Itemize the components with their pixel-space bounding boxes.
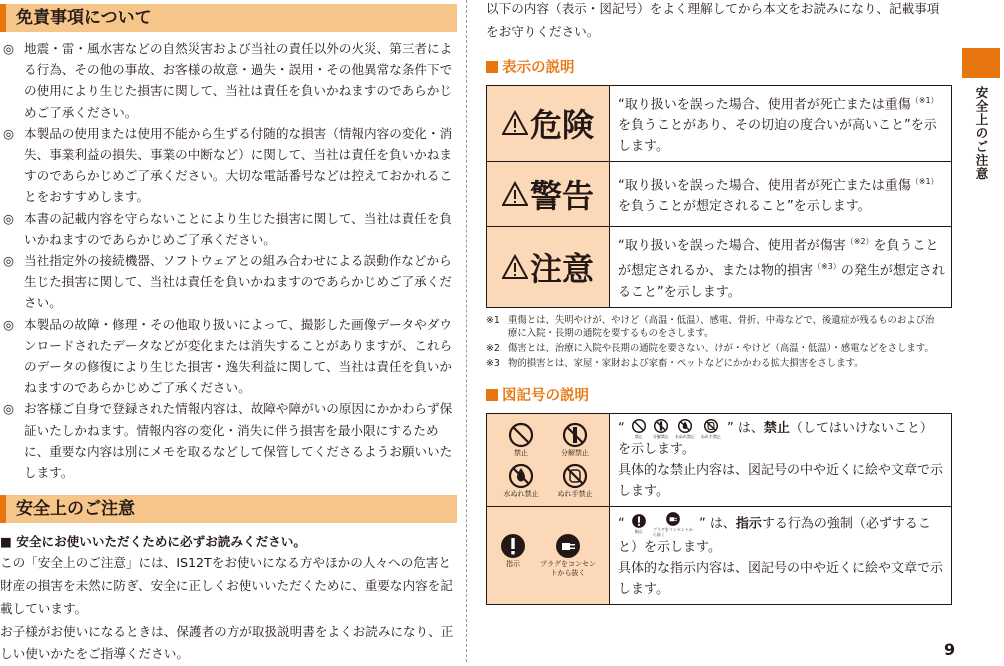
danger-description: “取り扱いを誤った場合、使用者が死亡または重傷$^{(※1)}$を負うことがあり、その切迫の度合いが高いこと”を示します。 bbox=[610, 85, 952, 161]
danger-label: 危険 bbox=[529, 106, 594, 145]
instruction-icon bbox=[631, 513, 647, 529]
inline-no-wet-hands-symbol: ぬれ手禁止 bbox=[701, 418, 721, 439]
safety-subtitle: ■ 安全にお使いいただくために必ずお読みください。 bbox=[0, 534, 306, 550]
warning-description: “取り扱いを誤った場合、使用者が死亡または重傷$^{(※1)}$を負うことが想定されること”を示します。 bbox=[610, 161, 952, 226]
symbol-heading: 図記号の説明 bbox=[486, 384, 940, 405]
instruction-icon bbox=[499, 532, 527, 560]
caution-label: 注意 bbox=[529, 249, 594, 288]
warning-label: 警告 bbox=[529, 176, 594, 215]
no-wet-hands-icon bbox=[703, 418, 719, 434]
inline-unplug-symbol: プラグをコンセントから抜く bbox=[653, 511, 693, 537]
footnote: ※2 傷害とは、治療に入院や長期の通院を要さない、けが・やけど（高温・低温）・感電などをさします。 bbox=[486, 342, 934, 354]
list-item: ◎ 地震・雷・風水害などの自然災害および当社の責任以外の火災、第三者による行為、その他の事故、お客様の故意・過失・誤用・その他異常な条件下での使用により生じた損害に関して、当社は責任を負いかねますのであらかじめご了承ください。 bbox=[3, 41, 453, 120]
list-item: ◎ お客様ご自身で登録された情報内容は、故障や障がいの原因にかかわらず保証いたしかねます。情報内容の変化・消失に伴う損害を最小限にするために、重要な内容は別にメモを取るなどして保管してくださるようお願いいたします。 bbox=[3, 401, 453, 481]
caution-description: “取り扱いを誤った場合、使用者が傷害$^{(※2)}$を負うことが想定されるか、または物的損害$^{(※3)}$の発生が想定されること”を示します。 bbox=[610, 226, 952, 307]
table-row bbox=[487, 506, 952, 604]
prohibit-symbol: 禁止 bbox=[498, 421, 544, 458]
caution-label-cell bbox=[487, 226, 610, 307]
side-index-tab bbox=[962, 48, 1000, 181]
no-water-icon bbox=[677, 418, 693, 434]
no-wet-hands-symbol: ぬれ手禁止 bbox=[552, 462, 598, 499]
no-water-symbol: 水ぬれ禁止 bbox=[498, 462, 544, 499]
no-disassembly-symbol: 分解禁止 bbox=[552, 421, 598, 458]
display-heading: 表示の説明 bbox=[486, 56, 940, 77]
no-disassembly-icon bbox=[653, 418, 669, 434]
footnote: ※1 重傷とは、失明やけが、やけど（高温・低温）、感電、骨折、中毒などで、後遺症が残るものおよび治療に入院・長期の通院を要するものをさします。 bbox=[486, 314, 935, 339]
table-row bbox=[487, 226, 952, 307]
danger-label-cell bbox=[487, 85, 610, 161]
inline-no-water-symbol: 水ぬれ禁止 bbox=[675, 418, 695, 439]
list-item: ◎ 本製品の故障・修理・その他取り扱いによって、撮影した画像データやダウンロードされたデータなどが変化または消失することがありますが、これらのデータの修復により生じた損害・逸失利益に関して、当社は責任を負いかねますのであらかじめご了承ください。 bbox=[3, 316, 453, 396]
unplug-icon bbox=[554, 532, 582, 560]
disclaimer-list bbox=[0, 38, 457, 483]
table-row bbox=[487, 85, 952, 161]
warning-triangle-icon bbox=[502, 110, 528, 136]
inline-instruction-symbol: 指示 bbox=[631, 513, 647, 534]
warning-triangle-icon bbox=[502, 254, 528, 280]
instruction-symbol: 指示 bbox=[499, 532, 527, 578]
prohibit-icon bbox=[631, 418, 647, 434]
instruct-icons-cell bbox=[487, 506, 610, 604]
page-number: 9 bbox=[944, 640, 956, 659]
table-row bbox=[487, 161, 952, 226]
table-row bbox=[487, 413, 952, 506]
disclaimer-heading: 免責事項について bbox=[0, 4, 457, 32]
inline-instruct-icons bbox=[631, 511, 693, 537]
safety-paragraph: この「安全上のご注意」には、IS12Tをお使いになる方やほかの人々への危害と財産の損害を未然に防ぎ、安全に正しくお使いいただくために、重要な内容を記載しています。 bbox=[0, 555, 453, 616]
instruct-description: “ 指示 プラグをコンセントから抜く ” は、指示する行為の強制（必ずすること）を示します。 具体的な指示内容は、図記号の中や近くに絵や文章で示します。 bbox=[610, 506, 952, 604]
unplug-symbol: プラグをコンセントから抜く bbox=[539, 532, 597, 578]
prohibit-icons-cell bbox=[487, 413, 610, 506]
left-column bbox=[0, 0, 457, 666]
prohibit-icon bbox=[507, 421, 535, 449]
symbol-table bbox=[486, 413, 952, 605]
safety-paragraph: お子様がお使いになるときは、保護者の方が取扱説明書をよくお読みになり、正しい使いかたをご指導ください。 bbox=[0, 623, 454, 662]
no-water-icon bbox=[507, 462, 535, 490]
column-divider bbox=[466, 0, 467, 662]
intro-text: 以下の内容（表示・図記号）をよく理解してから本文をお読みになり、記載事項をお守りください。 bbox=[486, 1, 940, 39]
list-item: ◎ 当社指定外の接続機器、ソフトウェアとの組み合わせによる誤動作などから生じた損害に関して、当社は責任を負いかねますのであらかじめご了承ください。 bbox=[3, 253, 452, 311]
side-tab-label: 安全上のご注意 bbox=[974, 86, 989, 181]
square-icon bbox=[486, 61, 498, 73]
prohibit-description: “ 禁止 分解禁止 水ぬれ禁止 ぬれ手禁止 ” は、禁止（してはいけないこと）を示します。 具体的な禁止内容は、図記号の中や近くに絵や文章で示します。 bbox=[610, 413, 952, 506]
warning-label-cell bbox=[487, 161, 610, 226]
safety-heading: 安全上のご注意 bbox=[0, 495, 457, 523]
list-item: ◎ 本製品の使用または使用不能から生ずる付随的な損害（情報内容の変化・消失、事業利益の損失、事業の中断など）に関して、当社は責任を負いかねますのであらかじめご了承ください。大切な電話番号などは控えておかれることをおすすめします。 bbox=[3, 125, 453, 205]
no-wet-hands-icon bbox=[561, 462, 589, 490]
unplug-icon bbox=[665, 511, 681, 527]
inline-prohibit-icons bbox=[631, 418, 721, 439]
list-item: ◎ 本書の記載内容を守らないことにより生じた損害に関して、当社は責任を負いかねますのであらかじめご了承ください。 bbox=[3, 210, 452, 247]
square-icon bbox=[486, 389, 498, 401]
no-disassembly-icon bbox=[561, 421, 589, 449]
side-tab-bar bbox=[962, 48, 1000, 78]
right-column bbox=[474, 0, 945, 605]
inline-no-disassembly-symbol: 分解禁止 bbox=[653, 418, 669, 439]
hazard-table bbox=[486, 85, 952, 308]
footnote: ※3 物的損害とは、家屋・家財および家畜・ペットなどにかかわる拡大損害をさします。 bbox=[486, 357, 864, 369]
inline-prohibit-symbol: 禁止 bbox=[631, 418, 647, 439]
warning-triangle-icon bbox=[502, 181, 528, 207]
